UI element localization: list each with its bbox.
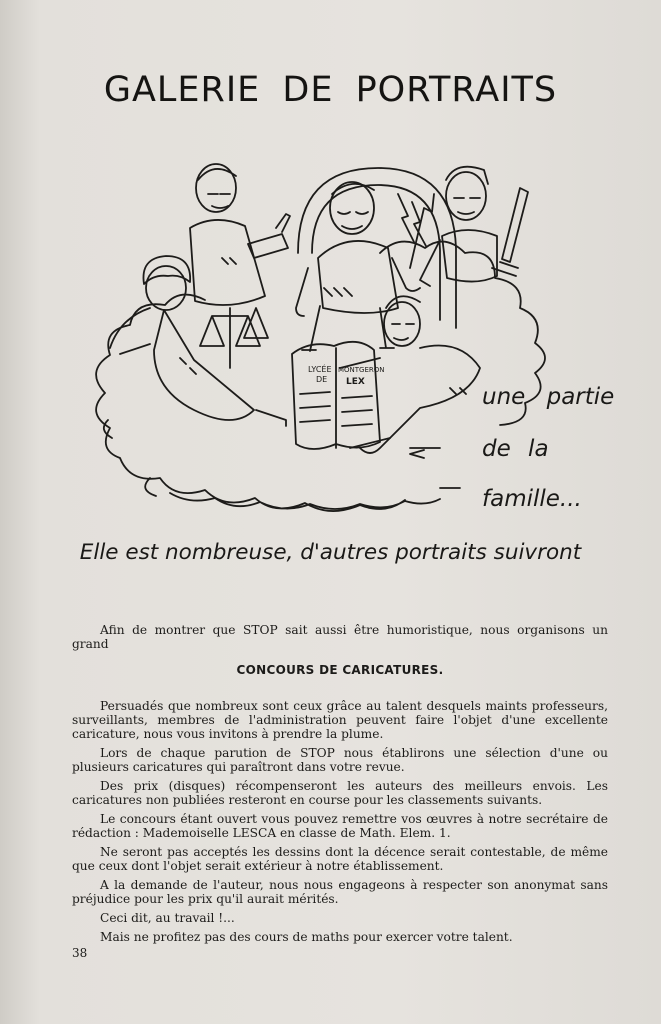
article-paragraph: Ceci dit, au travail !... [100,911,235,925]
article-paragraph: Persuadés que nombreux sont ceux grâce au talent desquels maints professeurs, surveillants, membres de l'administration peuvent faire l'objet d'une excellente caricature, nous vous invitons à prendre la plume. [72,699,608,741]
caption-line-1: une partie [482,384,615,410]
caption-line-2: de la [482,436,549,462]
page-title: GALERIE DE PORTRAITS [103,70,558,110]
tablet-text-1: LYCÉE [308,365,332,374]
left-figure-head [196,164,236,212]
page-subtitle: Elle est nombreuse, d'autres portraits suivront [79,540,582,565]
article-paragraph: Mais ne profitez pas des cours de maths pour exercer votre talent. [100,930,513,944]
tablet-text-4: LEX [346,377,365,387]
article-body [72,623,608,949]
tablet-text-3: MONTGERON [338,366,385,374]
law-tablet [292,342,380,449]
article-intro: Afin de montrer que STOP sait aussi être humoristique, nous organisons un grand [72,623,608,651]
right-figure-head [446,172,486,220]
tablet-text-2: DE [316,375,328,384]
scales [200,308,268,368]
article-paragraph: Le concours étant ouvert vous pouvez remettre vos œuvres à notre secrétaire de rédaction : Mademoiselle LESCA en classe de Math. Elem. 1. [72,812,608,840]
contest-heading: CONCOURS DE CARICATURES. [236,663,444,677]
article-paragraph: A la demande de l'auteur, nous nous engageons à respecter son anonymat sans préjudice pour les prix qu'il aurait mérités. [72,878,608,906]
page-number: 38 [72,946,88,960]
lightning-bolts [398,194,434,268]
book [248,214,290,258]
caricature-illustration [80,158,620,518]
article-paragraph: Lors de chaque parution de STOP nous établirons une sélection d'une ou plusieurs caricatures qui paraîtront dans votre revue. [72,746,608,774]
caption-line-3: famille... [482,486,582,512]
article-paragraph: Des prix (disques) récompenseront les auteurs des meilleurs envois. Les caricatures non publiées resteront en course pour les classements suivants. [72,779,608,807]
article-paragraph: Ne seront pas acceptés les dessins dont la décence serait contestable, de même que ceux dont l'objet serait extérieur à notre établissement. [72,845,608,873]
